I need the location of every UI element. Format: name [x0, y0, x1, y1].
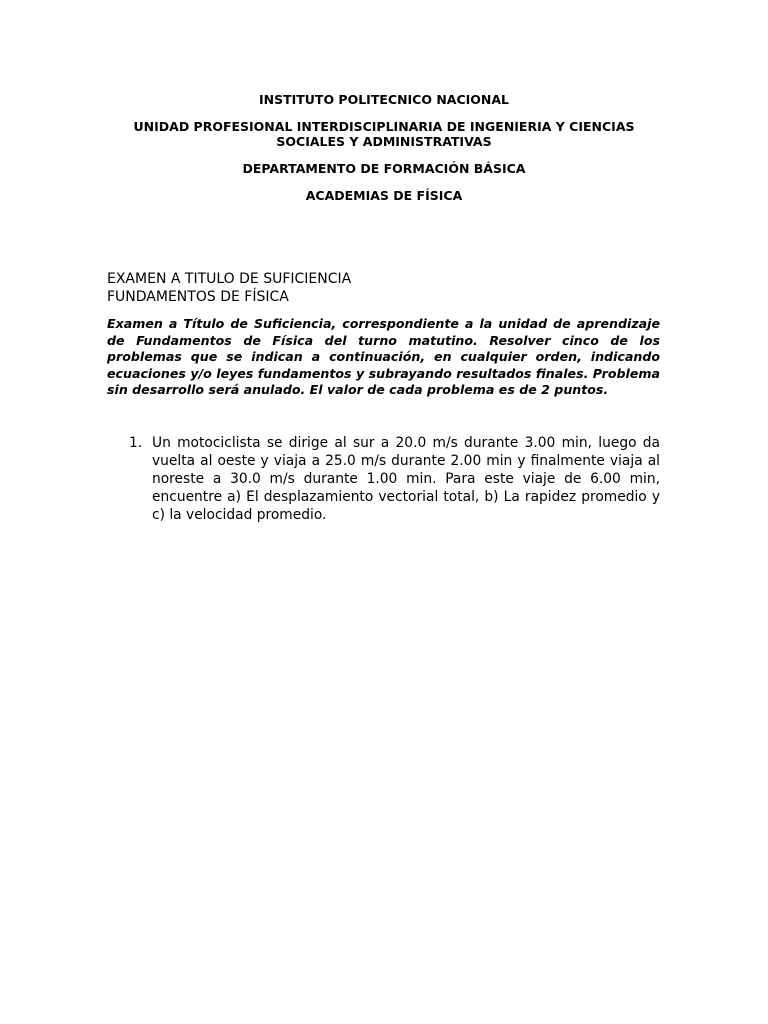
- academy-name: ACADEMIAS DE FÍSICA: [305, 188, 463, 203]
- department-name: DEPARTAMENTO DE FORMACIÓN BÁSICA: [242, 161, 526, 176]
- exam-title: [107, 270, 660, 306]
- problem-number: 1.: [129, 435, 143, 451]
- exam-title-line1: EXAMEN A TITULO DE SUFICIENCIA: [107, 271, 352, 287]
- institute-name: INSTITUTO POLITECNICO NACIONAL: [258, 92, 510, 107]
- document-header: [108, 92, 660, 215]
- problem-text: Un motociclista se dirige al sur a 20.0 m/s durante 3.00 min, luego da vuelta al oeste y viaja a 25.0 m/s durante 2.00 min y finalmente viaja al noreste a 30.0 m/s durante 1.00 min. Para este viaje de 6.00 min, encuentre a) El desplazamiento vectorial total, b) La rapidez promedio y c) la velocidad promedio.: [152, 435, 660, 523]
- unit-name: UNIDAD PROFESIONAL INTERDISCIPLINARIA DE INGENIERIA Y CIENCIAS SOCIALES Y ADMINISTRATIVAS: [133, 119, 635, 149]
- exam-title-line2: FUNDAMENTOS DE FÍSICA: [107, 289, 289, 305]
- exam-instructions: Examen a Título de Suficiencia, correspondiente a la unidad de aprendizaje de Fundamentos de Física del turno matutino. Resolver cinco de los problemas que se indican a continuación, en cualquier orden, indicando ecuaciones y/o leyes fundamentos y subrayando resultados finales. Problema sin desarrollo será anulado. El valor de cada problema es de 2 puntos.: [107, 316, 660, 397]
- list-item: [107, 434, 660, 524]
- problem-list: [107, 434, 660, 524]
